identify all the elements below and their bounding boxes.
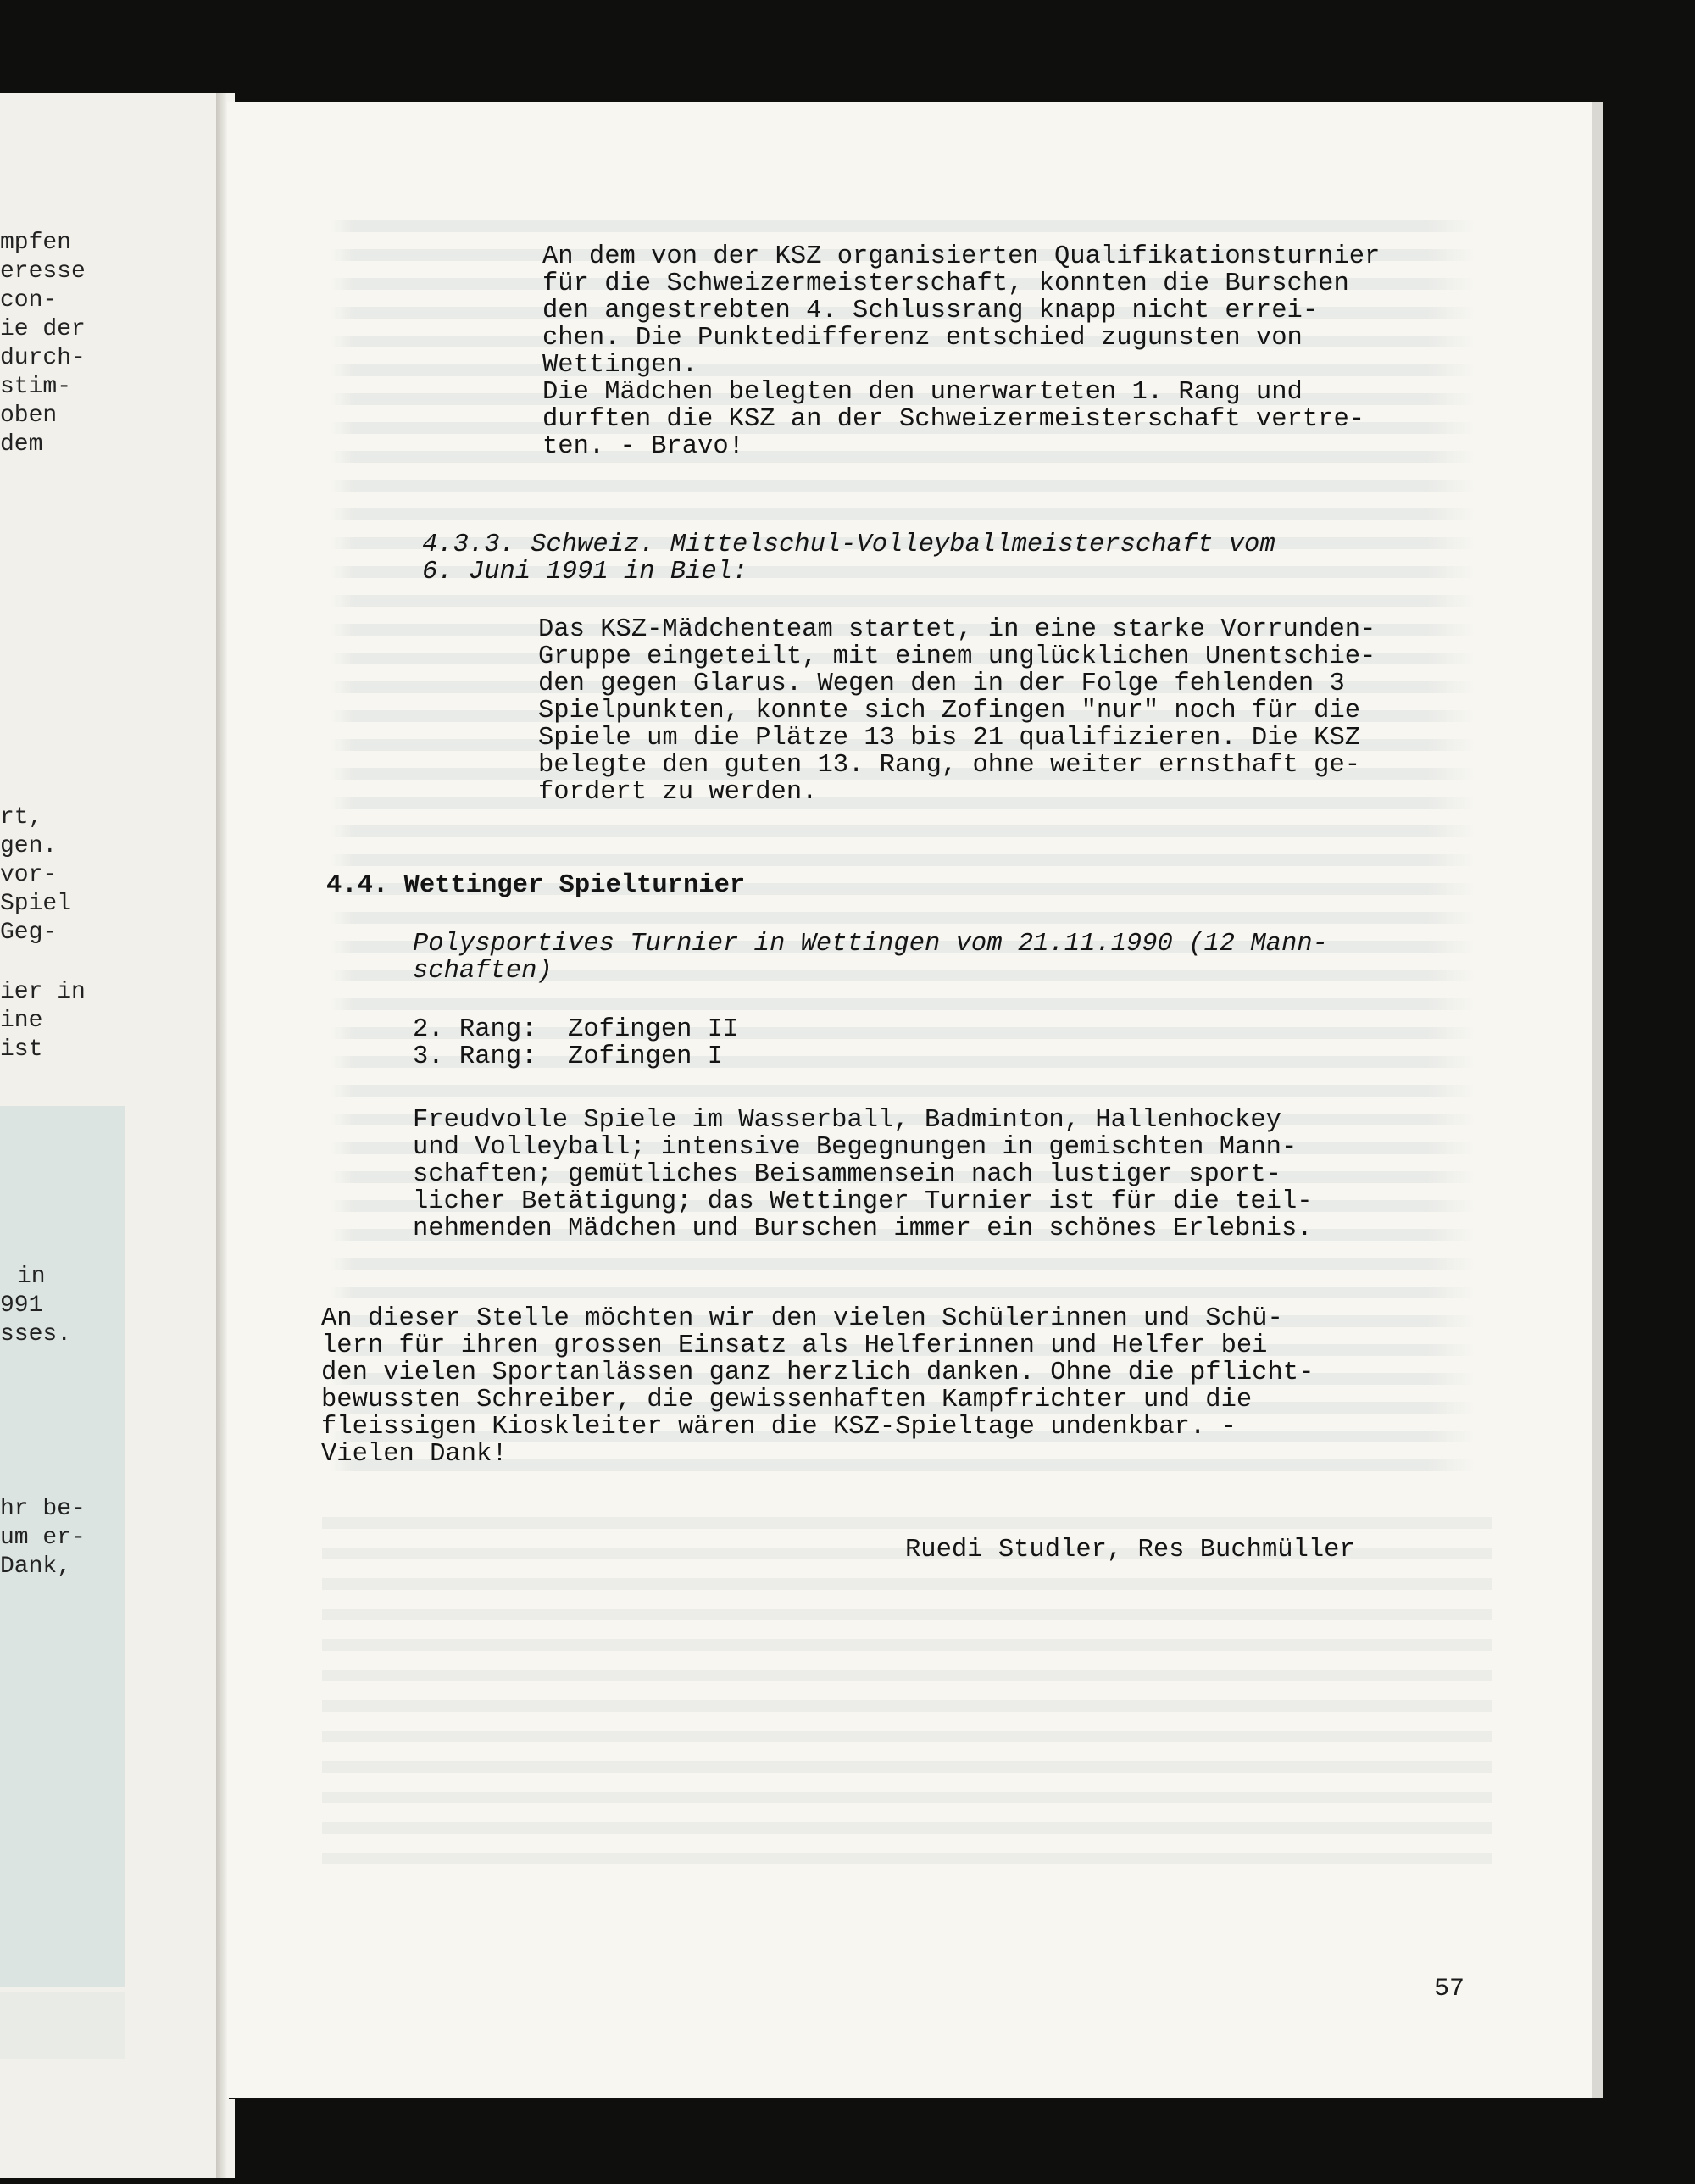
paragraph-line: licher Betätigung; das Wettinger Turnier ist für die teil-: [413, 1187, 1313, 1216]
left-fragment: gen.: [0, 833, 58, 859]
section-heading-4-3-3-cont: 6. Juni 1991 in Biel:: [422, 558, 748, 586]
paragraph-line: fleissigen Kioskleiter wären die KSZ-Spieltage undenkbar. -: [321, 1413, 1237, 1442]
page-number: 57: [1434, 1975, 1465, 2003]
page-edge: [1592, 102, 1603, 2098]
left-fragment: ine: [0, 1008, 43, 1034]
paragraph-line: Freudvolle Spiele im Wasserball, Badminton, Hallenhockey: [413, 1106, 1281, 1135]
paragraph-line: für die Schweizermeisterschaft, konnten die Burschen: [542, 270, 1349, 298]
left-fragment: ie der: [0, 316, 86, 342]
paragraph-line: Spiele um die Plätze 13 bis 21 qualifizieren. Die KSZ: [538, 724, 1361, 753]
left-fragment: mpfen: [0, 230, 72, 256]
left-photo-caption-area: [0, 1992, 125, 2059]
left-fragment: con-: [0, 287, 58, 314]
left-fragment: eresse: [0, 258, 86, 285]
left-fragment: vor-: [0, 862, 58, 888]
paragraph-line: den vielen Sportanlässen ganz herzlich danken. Ohne die pflicht-: [321, 1359, 1314, 1387]
left-page: [0, 93, 222, 2178]
left-fragment: durch-: [0, 345, 86, 371]
tournament-subtitle-cont: schaften): [413, 957, 553, 986]
left-fragment: um er-: [0, 1525, 86, 1551]
paragraph-line: und Volleyball; intensive Begegnungen in gemischten Mann-: [413, 1133, 1298, 1162]
paragraph-line: den angestrebten 4. Schlussrang knapp nicht errei-: [542, 297, 1319, 325]
paragraph-line: An dieser Stelle möchten wir den vielen Schülerinnen und Schü-: [321, 1304, 1283, 1333]
tournament-subtitle: Polysportives Turnier in Wettingen vom 21.11.1990 (12 Mann-: [413, 930, 1328, 959]
paragraph-line: ten. - Bravo!: [542, 432, 744, 461]
left-fragment: Spiel: [0, 891, 72, 917]
section-heading-4-4: 4.4. Wettinger Spielturnier: [326, 871, 746, 900]
section-heading-4-3-3: 4.3.3. Schweiz. Mittelschul-Volleyballmeisterschaft vom: [422, 531, 1275, 559]
paragraph-line: Wettingen.: [542, 351, 698, 380]
paragraph-line: den gegen Glarus. Wegen den in der Folge fehlenden 3: [538, 670, 1345, 698]
left-fragment: ist: [0, 1036, 43, 1063]
paragraph-line: durften die KSZ an der Schweizermeisterschaft vertre-: [542, 405, 1365, 434]
left-fragment: sses.: [0, 1321, 72, 1348]
result-line: 2. Rang: Zofingen II: [413, 1015, 739, 1044]
left-fragment: Geg-: [0, 920, 58, 946]
paragraph-line: bewussten Schreiber, die gewissenhaften Kampfrichter und die: [321, 1386, 1253, 1414]
left-fragment: hr be-: [0, 1496, 86, 1522]
paragraph-line: fordert zu werden.: [538, 778, 818, 807]
paragraph-line: lern für ihren grossen Einsatz als Helferinnen und Helfer bei: [321, 1331, 1268, 1360]
paragraph-line: Vielen Dank!: [321, 1440, 508, 1469]
paragraph-line: An dem von der KSZ organisierten Qualifikationsturnier: [542, 242, 1381, 271]
paragraph-line: chen. Die Punktedifferenz entschied zugunsten von: [542, 324, 1303, 353]
left-fragment: in: [17, 1264, 46, 1290]
left-fragment: ier in: [0, 979, 86, 1005]
left-fragment: 991: [0, 1292, 43, 1319]
left-fragment: stim-: [0, 374, 72, 400]
bleed-through-text-lower: [322, 1517, 1492, 1924]
paragraph-line: schaften; gemütliches Beisammensein nach lustiger sport-: [413, 1160, 1281, 1189]
left-fragment: dem: [0, 431, 43, 458]
paragraph-line: Die Mädchen belegten den unerwarteten 1. Rang und: [542, 378, 1303, 407]
left-fragment: rt,: [0, 804, 43, 831]
paragraph-line: nehmenden Mädchen und Burschen immer ein schönes Erlebnis.: [413, 1214, 1313, 1243]
paragraph-line: belegte den guten 13. Rang, ohne weiter ernsthaft ge-: [538, 751, 1361, 780]
result-line: 3. Rang: Zofingen I: [413, 1042, 724, 1071]
left-fragment: oben: [0, 403, 58, 429]
paragraph-line: Das KSZ-Mädchenteam startet, in eine starke Vorrunden-: [538, 615, 1376, 644]
left-fragment: Dank,: [0, 1553, 72, 1580]
signature: Ruedi Studler, Res Buchmüller: [905, 1536, 1355, 1564]
paragraph-line: Spielpunkten, konnte sich Zofingen "nur" noch für die: [538, 697, 1361, 725]
paragraph-line: Gruppe eingeteilt, mit einem unglücklichen Unentschie-: [538, 642, 1376, 671]
